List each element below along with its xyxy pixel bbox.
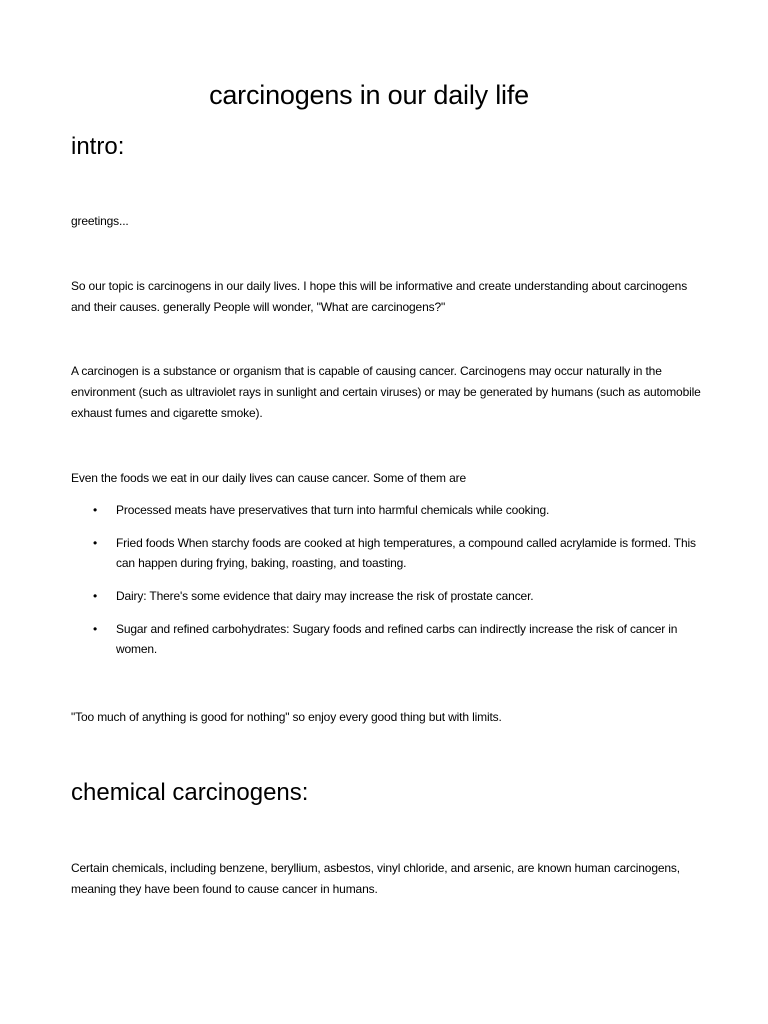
- intro-heading: intro:: [71, 133, 125, 160]
- list-item-text: Fried foods When starchy foods are cooked at high temperatures, a compound called acrylamide is formed. This can happen during frying, baking, roasting, and toasting.: [116, 536, 696, 570]
- chemical-heading: chemical carcinogens:: [71, 779, 309, 806]
- greeting-text: greetings...: [71, 214, 129, 228]
- foods-paragraph: Even the foods we eat in our daily lives can cause cancer. Some of them are: [71, 471, 466, 485]
- foods-bullet-list: [71, 500, 701, 672]
- bullet-icon: •: [93, 589, 98, 603]
- topic-paragraph: So our topic is carcinogens in our daily lives. I hope this will be informative and create understanding about carcinogens and their causes. generally People will wonder, "What are carcinogens?": [71, 279, 688, 314]
- list-item: [71, 500, 701, 520]
- bullet-icon: •: [93, 622, 98, 636]
- list-item: [71, 619, 701, 659]
- definition-paragraph: A carcinogen is a substance or organism that is capable of causing cancer. Carcinogens may occur naturally in the environment (such as ultraviolet rays in sunlight and certain viruses) or may be generated by humans (such as automobile exhaust fumes and cigarette smoke).: [71, 364, 701, 420]
- list-item: [71, 533, 701, 573]
- bullet-icon: •: [93, 536, 98, 550]
- bullet-icon: •: [93, 503, 98, 517]
- list-item-text: Sugar and refined carbohydrates: Sugary foods and refined carbs can indirectly increase the risk of cancer in women.: [116, 622, 678, 656]
- list-item-text: Dairy: There's some evidence that dairy may increase the risk of prostate cancer.: [116, 589, 534, 603]
- quote-paragraph: "Too much of anything is good for nothing" so enjoy every good thing but with limits.: [71, 710, 502, 724]
- chemical-paragraph: Certain chemicals, including benzene, beryllium, asbestos, vinyl chloride, and arsenic, are known human carcinogens, meaning they have been found to cause cancer in humans.: [71, 861, 680, 896]
- list-item-text: Processed meats have preservatives that turn into harmful chemicals while cooking.: [116, 503, 550, 517]
- document-title: carcinogens in our daily life: [209, 80, 529, 110]
- list-item: [71, 586, 701, 606]
